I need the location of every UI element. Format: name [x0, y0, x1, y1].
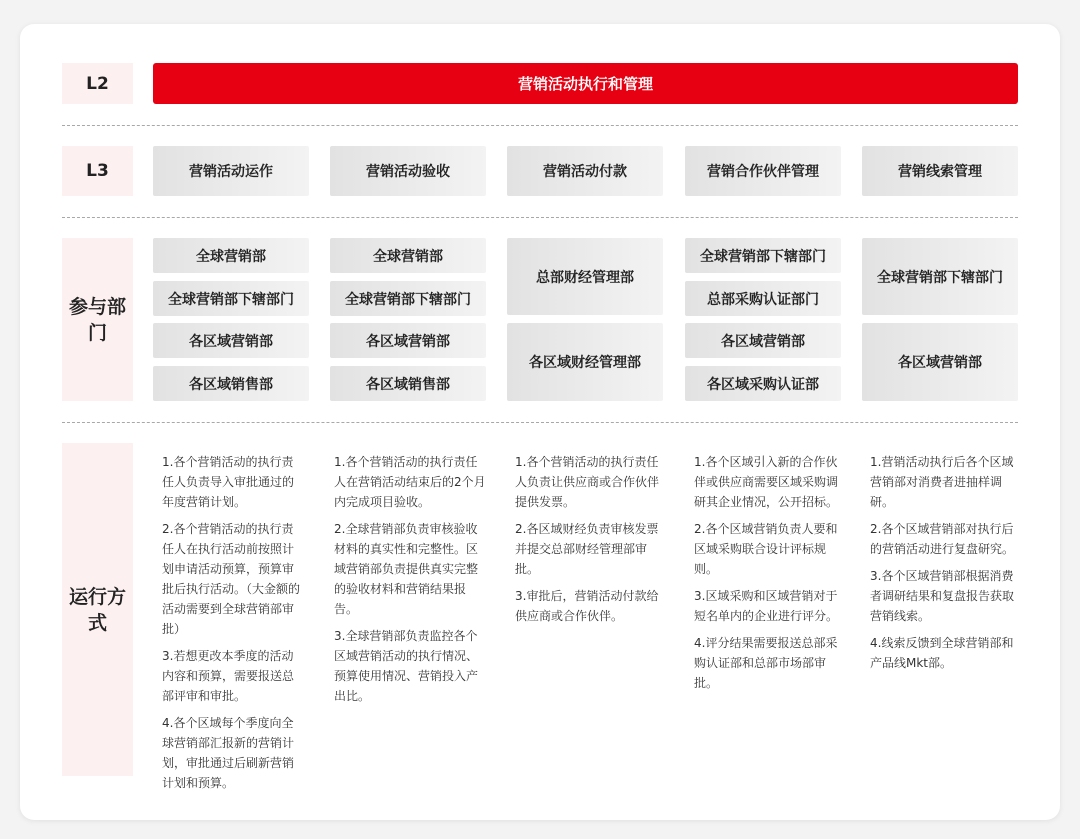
l3-box-acceptance: 营销活动验收	[330, 146, 486, 196]
dept-box: 总部采购认证部门	[685, 281, 841, 316]
dept-box: 各区域营销部	[862, 323, 1018, 401]
dept-box: 总部财经管理部	[507, 238, 663, 315]
l2-title-bar: 营销活动执行和管理	[153, 63, 1018, 104]
l3-box-operation: 营销活动运作	[153, 146, 309, 196]
method-step: 1.各个营销活动的执行责任人负责导入审批通过的年度营销计划。	[162, 455, 295, 509]
dept-box: 各区域营销部	[330, 323, 486, 358]
method-text-col-3	[515, 452, 661, 633]
dept-box: 各区域财经管理部	[507, 323, 663, 401]
method-step: 3.若想更改本季度的活动内容和预算，需要报送总部评审和审批。	[162, 649, 295, 703]
divider	[62, 217, 1018, 218]
method-step: 1.各个营销活动的执行责任人负责让供应商或合作伙伴提供发票。	[515, 455, 660, 509]
dept-box: 全球营销部	[153, 238, 309, 273]
method-step: 1.各个营销活动的执行责任人在营销活动结束后的2个月内完成项目验收。	[334, 455, 486, 509]
dept-box: 全球营销部下辖部门	[330, 281, 486, 316]
l3-box-payment: 营销活动付款	[507, 146, 663, 196]
method-text-col-4	[694, 452, 840, 700]
l3-box-partner-management: 营销合作伙伴管理	[685, 146, 841, 196]
divider	[62, 125, 1018, 126]
dept-box: 各区域销售部	[330, 366, 486, 401]
method-text-col-5	[870, 452, 1016, 680]
method-text-col-1	[162, 452, 304, 800]
dept-box: 全球营销部	[330, 238, 486, 273]
divider	[62, 422, 1018, 423]
method-step: 2.各个区域营销负责人要和区域采购联合设计评标规则。	[694, 522, 838, 576]
method-step: 3.区域采购和区域营销对于短名单内的企业进行评分。	[694, 589, 839, 623]
dept-box: 全球营销部下辖部门	[685, 238, 841, 273]
dept-box: 全球营销部下辖部门	[153, 281, 309, 316]
method-step: 3.全球营销部负责监控各个区域营销活动的执行情况、预算使用情况、营销投入产出比。	[334, 629, 479, 703]
method-step: 2.各个营销活动的执行责任人在执行活动前按照计划申请活动预算，预算审批后执行活动。（大金额的活动需要到全球营销部审批）	[162, 522, 301, 636]
method-step: 4.评分结果需要报送总部采购认证部和总部市场部审批。	[694, 636, 838, 690]
method-row-label: 运行方式	[62, 443, 133, 776]
method-step: 2.各区域财经负责审核发票并提交总部财经管理部审批。	[515, 522, 659, 576]
method-step: 4.线索反馈到全球营销部和产品线Mkt部。	[870, 636, 1014, 670]
dept-box: 各区域销售部	[153, 366, 309, 401]
method-step: 1.营销活动执行后各个区域营销部对消费者进抽样调研。	[870, 455, 1014, 509]
dept-box: 各区域营销部	[685, 323, 841, 358]
dept-row-label: 参与部门	[62, 238, 133, 401]
method-step: 2.全球营销部负责审核验收材料的真实性和完整性。区域营销部负责提供真实完整的验收材料和营销结果报告。	[334, 522, 479, 616]
method-step: 3.审批后，营销活动付款给供应商或合作伙伴。	[515, 589, 659, 623]
l3-box-lead-management: 营销线索管理	[862, 146, 1018, 196]
dept-box: 各区域采购认证部	[685, 366, 841, 401]
dept-box: 各区域营销部	[153, 323, 309, 358]
method-step: 2.各个区域营销部对执行后的营销活动进行复盘研究。	[870, 522, 1015, 556]
method-step: 3.各个区域营销部根据消费者调研结果和复盘报告获取营销线索。	[870, 569, 1015, 623]
dept-box: 全球营销部下辖部门	[862, 238, 1018, 315]
l3-row-label: L3	[62, 146, 133, 196]
method-step: 4.各个区域每个季度向全球营销部汇报新的营销计划，审批通过后刷新营销计划和预算。	[162, 716, 295, 790]
method-text-col-2	[334, 452, 486, 713]
l2-row-label: L2	[62, 63, 133, 104]
method-step: 1.各个区域引入新的合作伙伴或供应商需要区域采购调研其企业情况，公开招标。	[694, 455, 839, 509]
